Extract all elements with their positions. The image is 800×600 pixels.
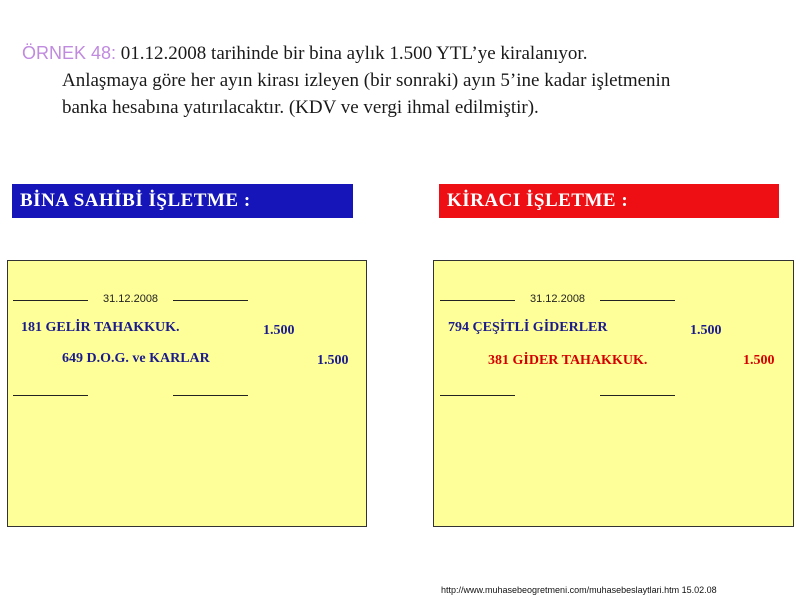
tenant-journal-entry bbox=[433, 260, 794, 527]
tenant-company-banner: KİRACI İŞLETME : bbox=[439, 184, 779, 218]
debit-amount: 1.500 bbox=[690, 323, 722, 338]
journal-date: 31.12.2008 bbox=[530, 293, 586, 305]
journal-bottom-rule-left bbox=[440, 395, 515, 396]
debit-account: 794 ÇEŞİTLİ GİDERLER bbox=[448, 320, 608, 335]
problem-statement bbox=[22, 40, 782, 121]
credit-amount: 1.500 bbox=[317, 353, 349, 368]
problem-text-line-3: banka hesabına yatırılacaktır. (KDV ve vergi ihmal edilmiştir). bbox=[62, 97, 539, 118]
debit-amount: 1.500 bbox=[263, 323, 295, 338]
journal-date: 31.12.2008 bbox=[103, 293, 159, 305]
journal-top-rule-left bbox=[440, 300, 515, 301]
credit-account: 649 D.O.G. ve KARLAR bbox=[62, 351, 210, 366]
debit-account: 181 GELİR TAHAKKUK. bbox=[21, 320, 180, 335]
journal-top-rule-right bbox=[600, 300, 675, 301]
credit-account: 381 GİDER TAHAKKUK. bbox=[488, 353, 648, 368]
problem-first-line bbox=[22, 40, 782, 67]
problem-text-line-1: 01.12.2008 tarihinde bir bina aylık 1.500 YTL’ye kiralanıyor. bbox=[116, 43, 588, 64]
journal-bottom-rule-left bbox=[13, 395, 88, 396]
journal-top-rule-left bbox=[13, 300, 88, 301]
journal-top-rule-right bbox=[173, 300, 248, 301]
journal-bottom-rule-right bbox=[173, 395, 248, 396]
credit-amount: 1.500 bbox=[743, 353, 775, 368]
source-footer: http://www.muhasebeogretmeni.com/muhasebeslaytlari.htm 15.02.08 bbox=[441, 585, 717, 595]
owner-company-banner: BİNA SAHİBİ İŞLETME : bbox=[12, 184, 353, 218]
owner-journal-entry bbox=[7, 260, 367, 527]
example-label: ÖRNEK 48: bbox=[22, 43, 117, 63]
journal-bottom-rule-right bbox=[600, 395, 675, 396]
problem-text-line-2: Anlaşmaya göre her ayın kirası izleyen (bir sonraki) ayın 5’ine kadar işletmenin bbox=[62, 70, 671, 91]
